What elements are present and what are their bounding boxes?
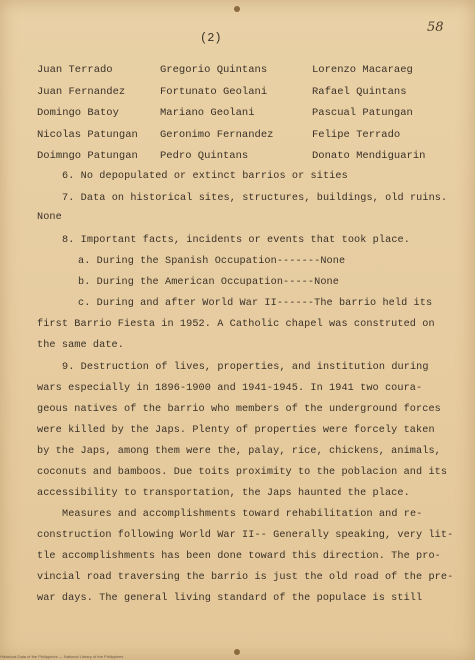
name: Juan Fernandez (37, 85, 126, 98)
name: Mariano Geolani (160, 107, 255, 119)
text-line: geous natives of the barrio who members of the underground forces (37, 404, 441, 415)
names-row (37, 150, 457, 172)
name: Rafael Quintans (312, 85, 407, 98)
names-row (37, 64, 457, 86)
text-line: accessibility to transportation, the Japs haunted the place. (37, 488, 410, 499)
text-line: construction following World War II-- Generally speaking, very lit- (37, 530, 454, 541)
text-line: wars especially in 1896-1900 and 1941-1945. In 1941 two coura- (37, 383, 423, 394)
text-line: by the Japs, among them were the, palay, rice, chickens, animals, (37, 446, 441, 457)
text-line: 8. Important facts, incidents or events that took place. (62, 235, 410, 246)
text-line: war days. The general living standard of the populace is still (37, 593, 423, 604)
text-line: first Barrio Fiesta in 1952. A Catholic chapel was construted on (37, 319, 435, 330)
names-row (37, 86, 457, 108)
name: Lorenzo Macaraeg (312, 64, 413, 76)
name: Nicolas Patungan (37, 128, 138, 141)
text-line: b. During the American Occupation-----None (78, 277, 339, 288)
text-line: 6. No depopulated or extinct barrios or sities (62, 171, 348, 182)
text-line: Measures and accomplishments toward rehabilitation and re- (62, 509, 423, 520)
handwritten-page-number: 58 (427, 20, 444, 35)
name: Pedro Quintans (160, 150, 249, 162)
text-line: 9. Destruction of lives, properties, and institution during (62, 362, 429, 373)
text-line: were killed by the Japs. Plenty of properties were forcely taken (37, 425, 435, 436)
text-line: a. During the Spanish Occupation-------None (78, 256, 346, 267)
text-line: the same date. (37, 340, 124, 351)
name: Donato Mendiguarin (312, 150, 426, 162)
text-line: tle accomplishments has been done toward this direction. The pro- (37, 551, 441, 562)
names-row (37, 107, 457, 129)
name: Felipe Terrado (312, 128, 401, 141)
name: Pascual Patungan (312, 107, 413, 119)
page-number: (2) (200, 31, 222, 45)
name: Doimngo Patungan (37, 150, 138, 162)
name: Geronimo Fernandez (160, 128, 274, 141)
name: Juan Terrado (37, 64, 113, 76)
text-line: 7. Data on historical sites, structures, buildings, old ruins. (62, 193, 448, 204)
text-line: c. During and after World War II------The barrio held its (78, 298, 433, 309)
text-line: coconuts and bamboos. Due toits proximity to the poblacion and its (37, 467, 448, 478)
names-row (37, 129, 457, 151)
text-line: None (37, 212, 62, 223)
name: Domingo Batoy (37, 107, 119, 119)
names-list (37, 64, 457, 172)
punch-hole (234, 649, 240, 655)
text-line: vincial road traversing the barrio is just the old road of the pre- (37, 572, 454, 583)
punch-hole (234, 6, 240, 12)
name: Gregorio Quintans (160, 64, 268, 76)
footer-credit: Historical Data of the Philippines — National Library of the Philippines (0, 654, 124, 659)
name: Fortunato Geolani (160, 85, 268, 98)
